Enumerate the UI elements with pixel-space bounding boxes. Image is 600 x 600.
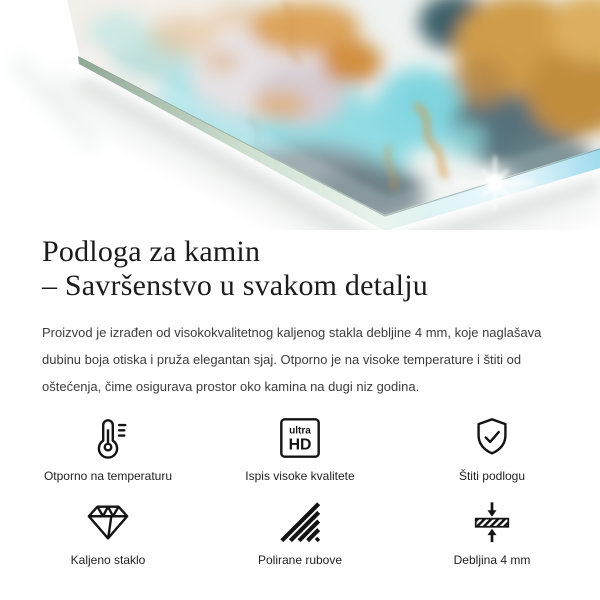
- ultra-hd-icon: [277, 415, 323, 461]
- title-line-2: – Savršenstvo u svakom detalju: [42, 269, 428, 302]
- feature-thickness: [396, 499, 588, 567]
- feature-grid: [12, 415, 588, 567]
- svg-text:HD: HD: [288, 436, 312, 454]
- product-photo: [0, 0, 600, 230]
- feature-label: Otporno na temperaturu: [43, 469, 173, 483]
- page-title: [42, 235, 570, 303]
- shield-check-icon: [469, 415, 515, 461]
- feature-temperature: [12, 415, 204, 483]
- polished-edge-icon: [277, 499, 323, 545]
- glass-panel-art: [0, 0, 600, 230]
- thickness-press-icon: [469, 499, 515, 545]
- feature-polished-edges: [204, 499, 396, 567]
- feature-print-quality: [204, 415, 396, 483]
- feature-label: Kaljeno staklo: [70, 553, 146, 567]
- product-description-section: [0, 235, 600, 400]
- diamond-icon: [85, 499, 131, 545]
- thermometer-icon: [85, 415, 131, 461]
- product-description-text: Proizvod je izrađen od visokokvalitetnog kaljenog stakla debljine 4 mm, koje naglašava dubinu boja otiska i pruža elegantan sjaj. Otporno je na visoke temperature i štiti od oštećenja, čime osigurava prostor oko kamina na dugi niz godina.: [42, 325, 542, 394]
- svg-text:ultra: ultra: [289, 425, 311, 437]
- feature-tempered-glass: [12, 499, 204, 567]
- feature-label: Debljina 4 mm: [453, 553, 531, 567]
- feature-label: Polirane rubove: [257, 553, 343, 567]
- feature-protects: [396, 415, 588, 483]
- feature-label: Štiti podlogu: [458, 469, 526, 483]
- feature-label: Ispis visoke kvalitete: [245, 469, 355, 483]
- title-line-1: Podloga za kamin: [42, 235, 261, 268]
